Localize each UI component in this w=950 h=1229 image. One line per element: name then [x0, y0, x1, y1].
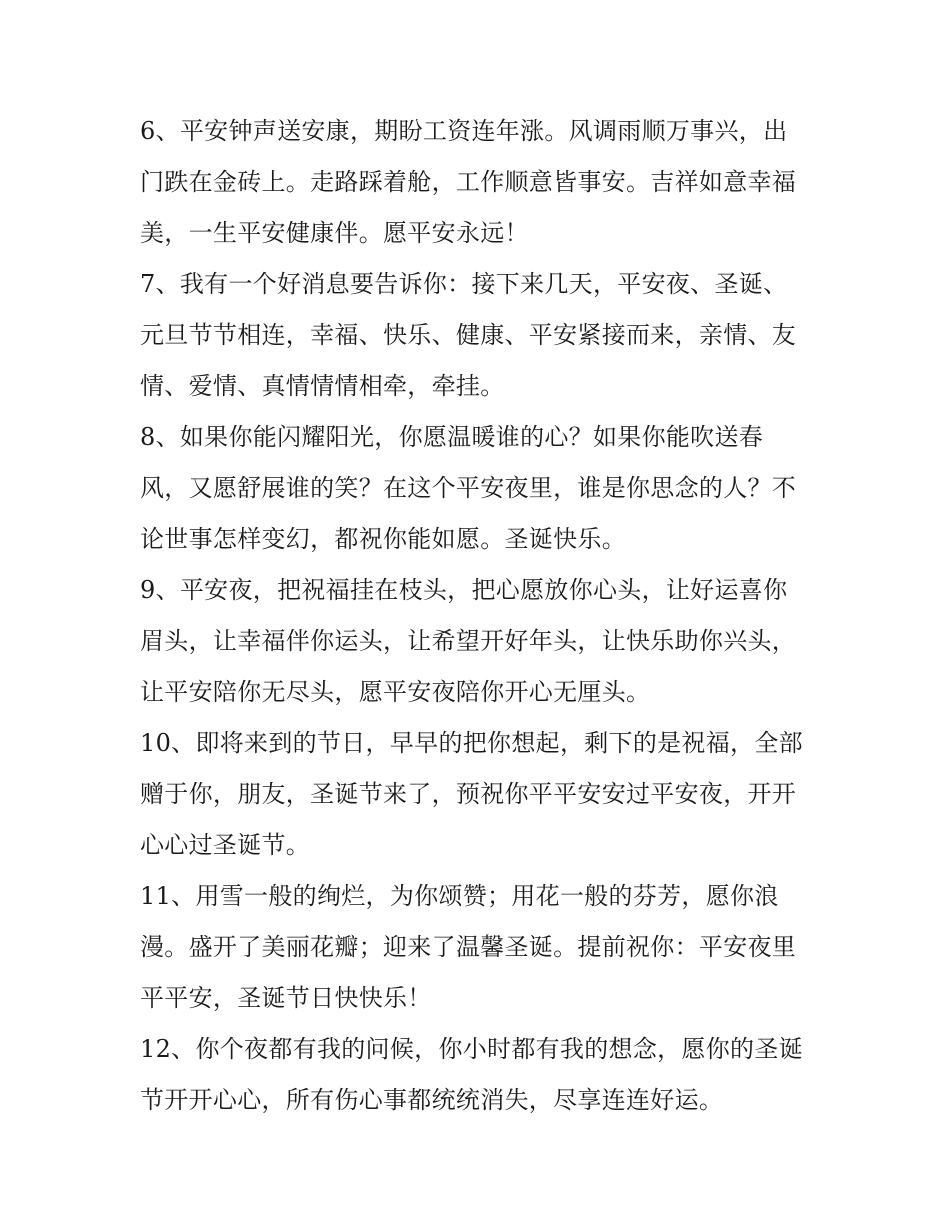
text-line: 6、平安钟声送安康，期盼工资连年涨。风调雨顺万事兴，出	[140, 117, 788, 145]
text-line: 心心过圣诞节。	[140, 831, 311, 859]
text-line: 赠于你，朋友，圣诞节来了，预祝你平平安安过平安夜，开开	[140, 780, 797, 808]
text-line: 10、即将来到的节日，早早的把你想起，剩下的是祝福，全部	[140, 729, 803, 757]
text-line: 元旦节节相连，幸福、快乐、健康、平安紧接而来，亲情、友	[140, 321, 797, 349]
text-line: 情、爱情、真情情情相牵，牵挂。	[140, 372, 505, 400]
text-line: 让平安陪你无尽头，愿平安夜陪你开心无厘头。	[140, 678, 651, 706]
text-line: 漫。盛开了美丽花瓣；迎来了温馨圣诞。提前祝你：平安夜里	[140, 933, 797, 961]
text-line: 风，又愿舒展谁的笑？在这个平安夜里，谁是你思念的人？不	[140, 474, 797, 502]
text-line: 门跌在金砖上。走路踩着舱，工作顺意皆事安。吉祥如意幸福	[140, 168, 797, 196]
text-line: 12、你个夜都有我的问候，你小时都有我的想念，愿你的圣诞	[140, 1035, 803, 1063]
text-line: 眉头，让幸福伴你运头，让希望开好年头，让快乐助你兴头，	[140, 627, 797, 655]
text-line: 9、平安夜，把祝福挂在枝头，把心愿放你心头，让好运喜你	[140, 576, 788, 604]
text-line: 论世事怎样变幻，都祝你能如愿。圣诞快乐。	[140, 525, 626, 553]
text-line: 11、用雪一般的绚烂，为你颂赞；用花一般的芬芳，愿你浪	[140, 882, 779, 910]
text-line: 8、如果你能闪耀阳光，你愿温暖谁的心？如果你能吹送春	[140, 423, 764, 451]
text-line: 7、我有一个好消息要告诉你：接下来几天，平安夜、圣诞、	[140, 270, 788, 298]
text-line: 平平安，圣诞节日快快乐！	[140, 984, 432, 1012]
document-body	[140, 106, 812, 1126]
text-line: 美，一生平安健康伴。愿平安永远！	[140, 219, 529, 247]
text-line: 节开开心心，所有伤心事都统统消失，尽享连连好运。	[140, 1086, 724, 1114]
